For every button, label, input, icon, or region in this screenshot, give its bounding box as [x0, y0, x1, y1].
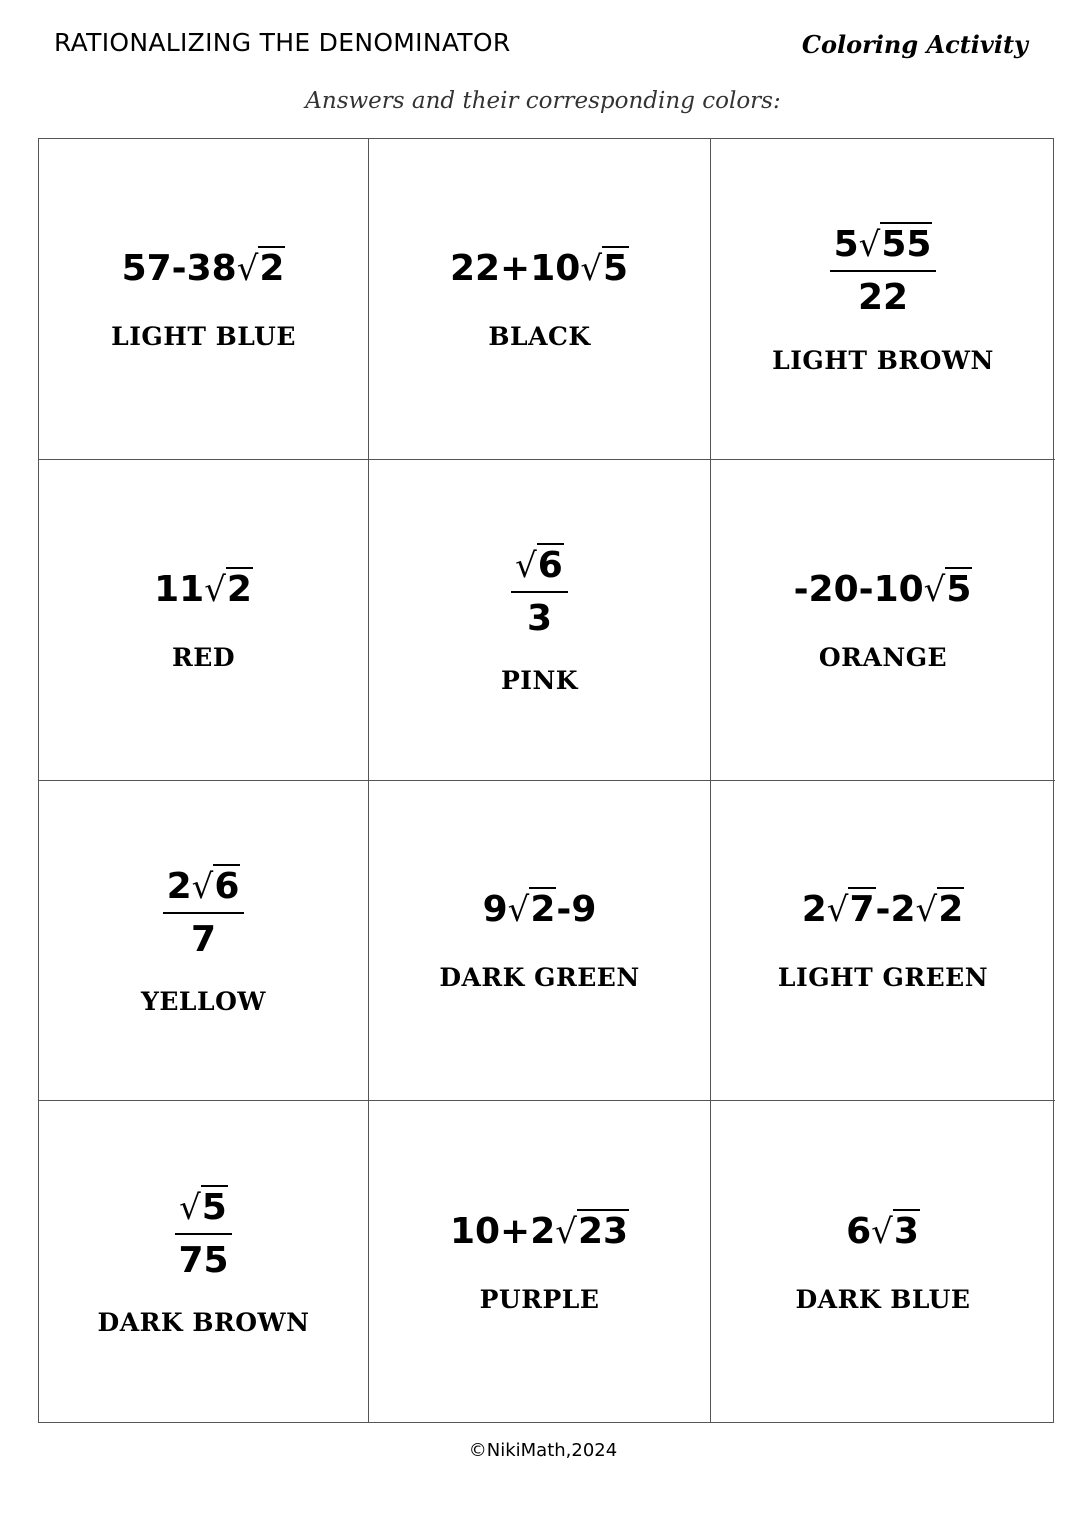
color-label: LIGHT BLUE [111, 321, 296, 351]
answer-expression: 11√2 [154, 568, 252, 610]
color-label: YELLOW [141, 987, 266, 1017]
color-label: DARK BLUE [795, 1284, 971, 1314]
answer-cell [39, 139, 369, 460]
answer-cell [369, 139, 711, 460]
answer-expression: 22+10√5 [449, 247, 629, 289]
answer-expression: -20-10√5 [793, 568, 972, 610]
color-label: DARK GREEN [439, 963, 640, 993]
answer-cell [39, 1101, 369, 1422]
answer-cell [369, 1101, 711, 1422]
answer-cell [369, 460, 711, 781]
answer-fraction: $\frac{5√55}{22}$ [830, 223, 937, 319]
answers-grid [38, 138, 1054, 1423]
answer-cell [711, 781, 1055, 1102]
color-label: BLACK [488, 321, 591, 351]
answer-cell [39, 460, 369, 781]
answer-expression: 2√7-2√2 [801, 889, 964, 931]
color-label: RED [171, 642, 235, 672]
worksheet-title: RATIONALIZING THE DENOMINATOR [54, 28, 511, 57]
instructions-subtitle: Answers and their corresponding colors: [305, 88, 781, 114]
answer-expression: 6√3 [846, 1210, 919, 1252]
answer-cell [711, 1101, 1055, 1422]
answer-fraction: $\frac{√5}{75}$ [175, 1186, 232, 1282]
color-label: ORANGE [818, 642, 948, 672]
answer-cell [39, 781, 369, 1102]
color-label: PURPLE [479, 1284, 600, 1314]
color-label: DARK BROWN [97, 1308, 310, 1338]
color-label: PINK [500, 666, 579, 696]
answer-cell [711, 139, 1055, 460]
answer-expression: 10+2√23 [449, 1210, 629, 1252]
activity-label: Coloring Activity [801, 30, 1028, 59]
answer-expression: 9√2-9 [482, 889, 597, 931]
color-label: LIGHT GREEN [777, 963, 989, 993]
answer-fraction: $\frac{2√6}{7}$ [163, 865, 245, 961]
answer-cell [711, 460, 1055, 781]
answer-cell [369, 781, 711, 1102]
answer-expression: 57-38√2 [121, 247, 285, 289]
copyright-footer: ©NikiMath,2024 [468, 1440, 618, 1461]
color-label: LIGHT BROWN [772, 345, 994, 375]
answer-fraction: $\frac{√6}{3}$ [511, 544, 568, 640]
